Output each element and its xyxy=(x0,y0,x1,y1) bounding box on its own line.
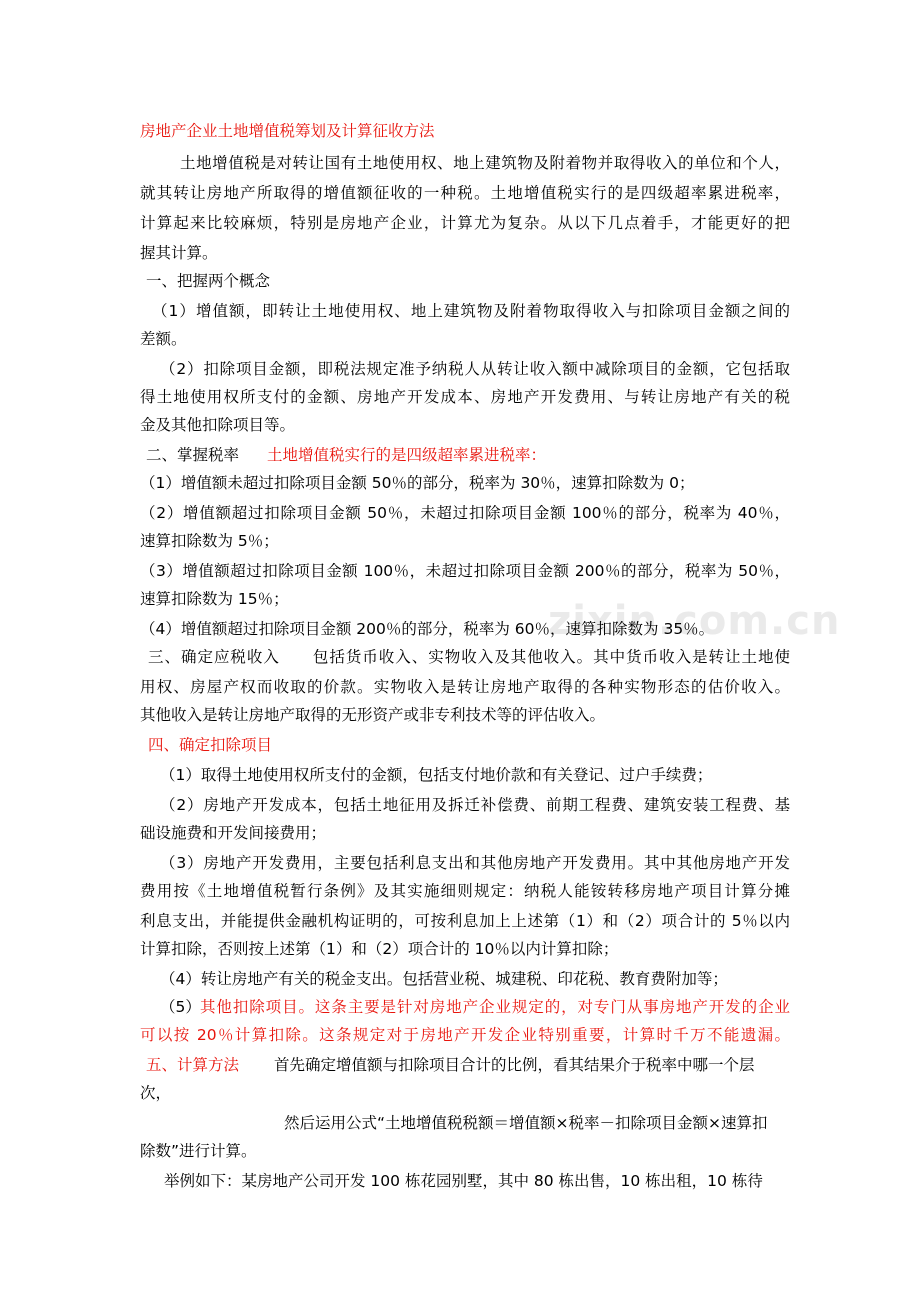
text-line: 除数”进行计算。 xyxy=(140,1142,257,1160)
text-line: 其他收入是转让房地产取得的无形资产或非专利技术等的评估收入。 xyxy=(140,706,606,724)
text-line: （1）取得土地使用权所支付的金额，包括支付地价款和有关登记、过户手续费； xyxy=(160,766,713,784)
text-line: 计算扣除，否则按上述第（1）和（2）项合计的 10％以内计算扣除； xyxy=(140,940,619,958)
text-line: （2）房地产开发成本，包括土地征用及拆迁补偿费、前期工程费、建筑安装工程费、基 xyxy=(160,796,790,814)
text-line: 然后运用公式“土地增值税税额＝增值额×税率－扣除项目金额×速算扣 xyxy=(284,1114,768,1132)
text-line: 金及其他扣除项目等。 xyxy=(140,416,296,434)
text-line: （4）转让房地产有关的税金支出。包括营业税、城建税、印花税、教育费附加等； xyxy=(160,970,728,988)
text-line: 差额。 xyxy=(140,330,187,348)
text-line: 一、把握两个概念 xyxy=(146,272,271,290)
text-line: 利息支出，并能提供金融机构证明的，可按利息加上上述第（1）和（2）项合计的 5％以内 xyxy=(140,912,790,930)
text-line: 可以按 20％计算扣除。这条规定对于房地产开发企业特别重要，计算时千万不能遗漏。 xyxy=(140,1026,790,1044)
text-line: （5） xyxy=(160,998,201,1016)
text-line: （2）增值额超过扣除项目金额 50％，未超过扣除项目金额 100％的部分，税率为 40％， xyxy=(140,504,790,522)
text-line: （3）房地产开发费用，主要包括利息支出和其他房地产开发费用。其中其他房地产开发 xyxy=(160,854,790,872)
text-line: 次， xyxy=(140,1084,172,1102)
text-line: 得土地使用权所支付的金额、房地产开发成本、房地产开发费用、与转让房地产有关的税 xyxy=(140,388,790,406)
text-line: 速算扣除数为 15％； xyxy=(140,590,289,608)
text-line: 计算起来比较麻烦，特别是房地产企业，计算尤为复杂。从以下几点着手，才能更好的把 xyxy=(140,214,790,232)
text-line: 三、确定应税收入 包括货币收入、实物收入及其他收入。其中货币收入是转让土地使 xyxy=(148,648,790,666)
text-line-highlight: 其他扣除项目。这条主要是针对房地产企业规定的，对专门从事房地产开发的企业 xyxy=(200,998,790,1016)
text-line: （1）增值额未超过扣除项目金额 50％的部分，税率为 30％，速算扣除数为 0； xyxy=(140,474,695,492)
text-line: 二、掌握税率 xyxy=(146,446,240,464)
text-line: 五、计算方法 xyxy=(146,1056,240,1074)
text-line: （4）增值额超过扣除项目金额 200％的部分，税率为 60％，速算扣除数为 35％。 xyxy=(140,620,715,638)
text-line: 举例如下：某房地产公司开发 100 栋花园别墅，其中 80 栋出售，10 栋出租，10 栋待 xyxy=(164,1172,763,1190)
text-line: 就其转让房地产所取得的增值额征收的一种税。土地增值税实行的是四级超率累进税率， xyxy=(140,184,790,202)
text-line: 速算扣除数为 5％； xyxy=(140,532,279,550)
text-line: 首先确定增值额与扣除项目合计的比例，看其结果介于税率中哪一个层 xyxy=(274,1056,755,1074)
text-line: 础设施费和开发间接费用； xyxy=(140,824,327,842)
text-line: （3）增值额超过扣除项目金额 100％，未超过扣除项目金额 200％的部分，税率为 50％， xyxy=(140,562,790,580)
watermark: zixin.com.cn xyxy=(548,598,841,644)
text-line: 握其计算。 xyxy=(140,244,218,262)
text-line: （1）增值额，即转让土地使用权、地上建筑物及附着物取得收入与扣除项目金额之间的 xyxy=(152,302,790,320)
text-line: 土地增值税是对转让国有土地使用权、地上建筑物及附着物并取得收入的单位和个人， xyxy=(180,154,790,172)
text-line: 四、确定扣除项目 xyxy=(148,736,273,754)
text-line-highlight: 土地增值税实行的是四级超率累进税率： xyxy=(267,446,547,464)
text-line: 用权、房屋产权而收取的价款。实物收入是转让房地产取得的各种实物形态的估价收入。 xyxy=(140,678,790,696)
text-line: 费用按《土地增值税暂行条例》及其实施细则规定：纳税人能铵转移房地产项目计算分摊 xyxy=(140,882,790,900)
text-line: （2）扣除项目金额，即税法规定准予纳税人从转让收入额中减除项目的金额，它包括取 xyxy=(160,360,790,378)
document-title: 房地产企业土地增值税筹划及计算征收方法 xyxy=(140,122,435,140)
